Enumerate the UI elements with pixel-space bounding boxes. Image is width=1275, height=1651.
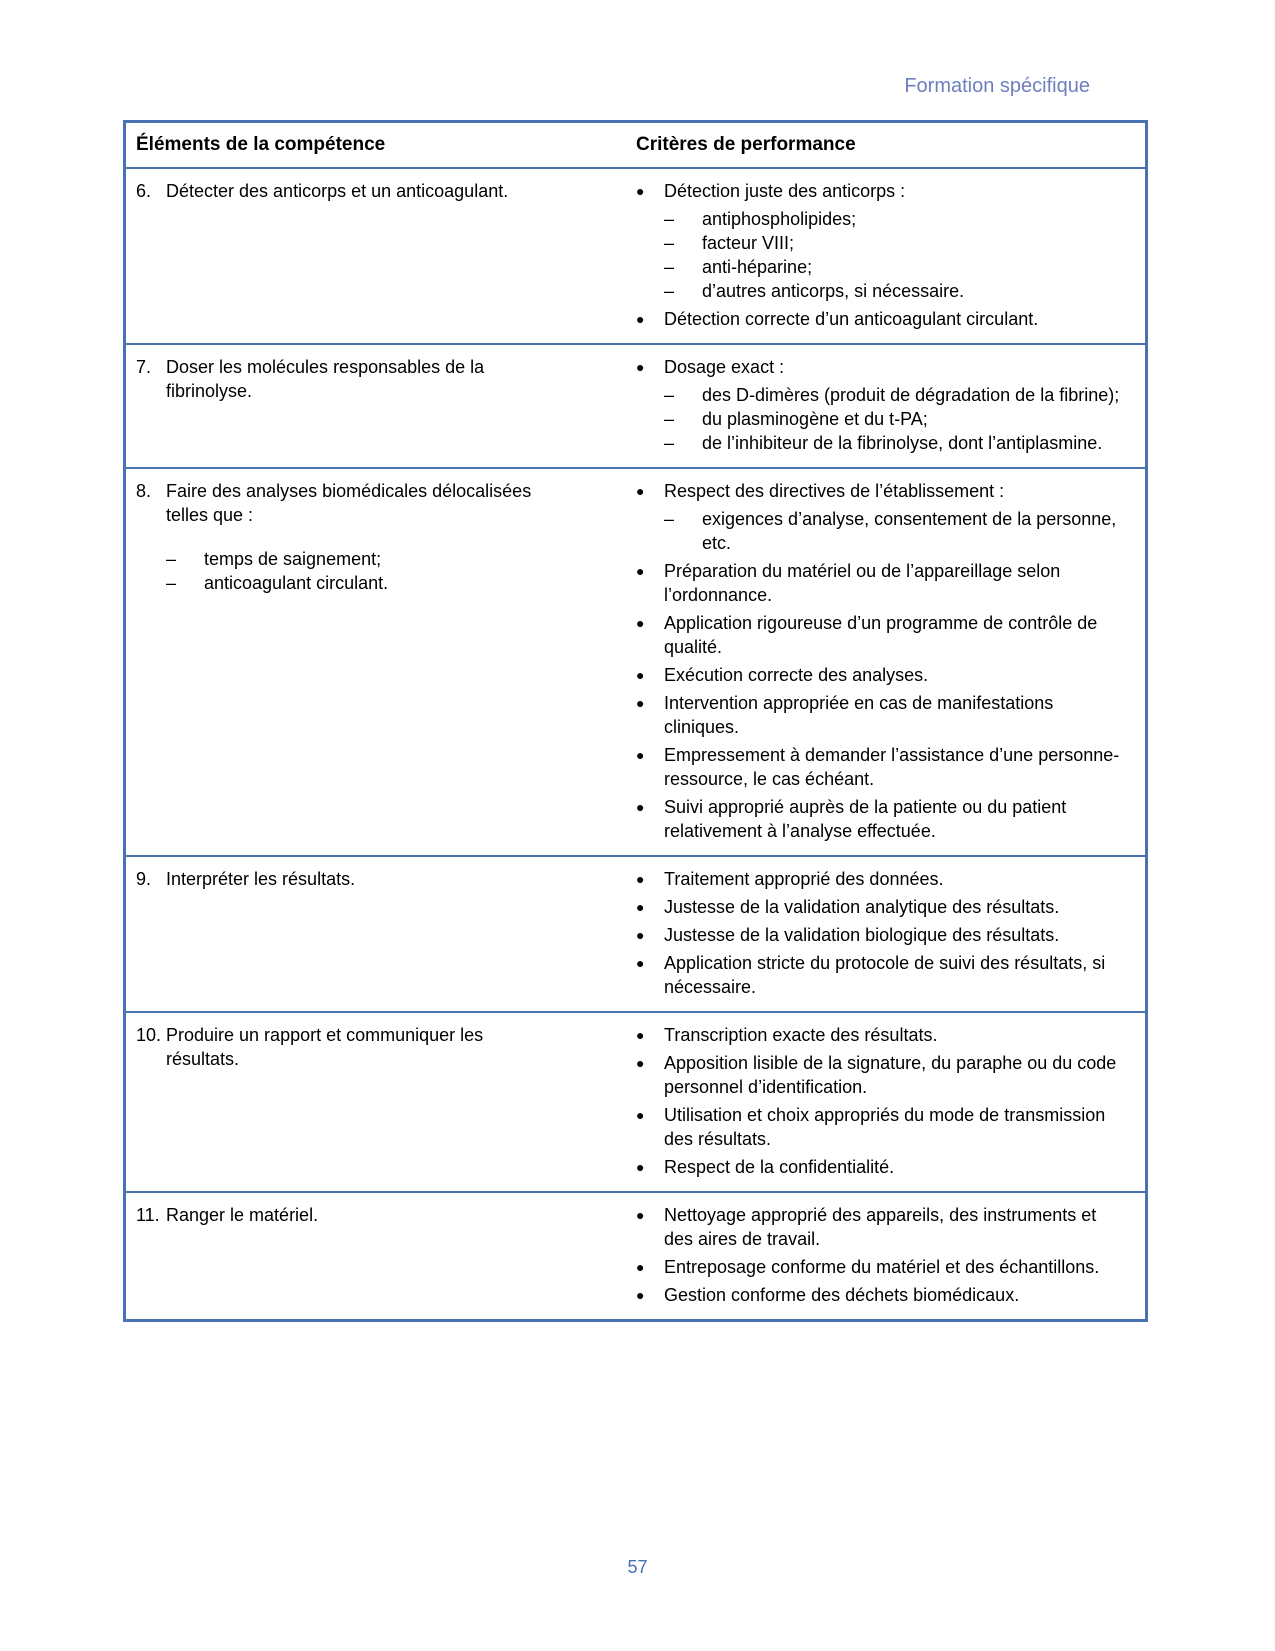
bullet-marker: ● xyxy=(636,871,645,887)
table-body xyxy=(126,167,1145,1319)
dash-marker: – xyxy=(664,385,675,405)
element-number: 8. xyxy=(136,481,152,501)
element-text: Produire un rapport et communiquer les résultats. xyxy=(166,1025,484,1069)
table-header-row xyxy=(126,123,1145,167)
criterion-item xyxy=(636,795,1141,843)
bullet-marker: ● xyxy=(636,695,645,711)
criterion-text: Intervention appropriée en cas de manifestations cliniques. xyxy=(664,693,1054,737)
criterion-sub-text: d’autres anticorps, si nécessaire. xyxy=(702,281,965,301)
bullet-marker: ● xyxy=(636,927,645,943)
element-item xyxy=(136,867,636,891)
criterion-text: Application stricte du protocole de suivi des résultats, si nécessaire. xyxy=(664,953,1106,997)
criterion-sub-item xyxy=(664,279,1141,303)
element-cell xyxy=(126,1023,636,1183)
criterion-text: Exécution correcte des analyses. xyxy=(664,665,929,685)
criterion-item xyxy=(636,743,1141,791)
element-item xyxy=(136,479,636,527)
table-row xyxy=(126,167,1145,343)
element-item xyxy=(136,1023,636,1071)
element-text: Interpréter les résultats. xyxy=(166,869,356,889)
criterion-item xyxy=(636,355,1141,379)
criterion-text: Entreposage conforme du matériel et des échantillons. xyxy=(664,1257,1100,1277)
element-text: Détecter des anticorps et un anticoagulant. xyxy=(166,181,509,201)
criteria-cell xyxy=(636,867,1141,1003)
column-header-criteria: Critères de performance xyxy=(636,134,856,155)
element-sub-list xyxy=(136,547,636,595)
bullet-marker: ● xyxy=(636,359,645,375)
criterion-text: Transcription exacte des résultats. xyxy=(664,1025,938,1045)
dash-marker: – xyxy=(664,281,675,301)
element-text: Doser les molécules responsables de la fibrinolyse. xyxy=(166,357,485,401)
criterion-item xyxy=(636,1255,1141,1279)
element-cell xyxy=(126,479,636,847)
dash-marker: – xyxy=(166,573,177,593)
bullet-marker: ● xyxy=(636,1207,645,1223)
column-header-elements: Éléments de la compétence xyxy=(136,134,386,155)
running-header: Formation spécifique xyxy=(904,75,1090,97)
element-cell xyxy=(126,1203,636,1311)
bullet-marker: ● xyxy=(636,667,645,683)
criterion-text: Nettoyage approprié des appareils, des instruments et des aires de travail. xyxy=(664,1205,1097,1249)
dash-marker: – xyxy=(664,433,675,453)
criterion-text: Traitement approprié des données. xyxy=(664,869,944,889)
element-sub-text: anticoagulant circulant. xyxy=(204,573,389,593)
element-text: Ranger le matériel. xyxy=(166,1205,319,1225)
criteria-cell xyxy=(636,1023,1141,1183)
criterion-item xyxy=(636,895,1141,919)
criterion-item xyxy=(636,1103,1141,1151)
criterion-item xyxy=(636,691,1141,739)
criterion-text: Utilisation et choix appropriés du mode de transmission des résultats. xyxy=(664,1105,1106,1149)
criterion-item xyxy=(636,1283,1141,1307)
table-row xyxy=(126,1011,1145,1191)
bullet-marker: ● xyxy=(636,183,645,199)
criterion-item xyxy=(636,611,1141,659)
criterion-text: Respect des directives de l’établissement : xyxy=(664,481,1005,501)
table-row xyxy=(126,855,1145,1011)
bullet-marker: ● xyxy=(636,899,645,915)
criterion-item xyxy=(636,923,1141,947)
bullet-marker: ● xyxy=(636,1027,645,1043)
element-cell xyxy=(126,355,636,459)
table-row xyxy=(126,343,1145,467)
criterion-sub-text: du plasminogène et du t-PA; xyxy=(702,409,928,429)
element-cell xyxy=(126,179,636,335)
element-number: 10. xyxy=(136,1025,162,1045)
criterion-text: Suivi approprié auprès de la patiente ou du patient relativement à l’analyse effectuée. xyxy=(664,797,1067,841)
element-number: 9. xyxy=(136,869,152,889)
criterion-sub-item xyxy=(664,207,1141,231)
criterion-text: Détection juste des anticorps : xyxy=(664,181,906,201)
criteria-cell xyxy=(636,355,1141,459)
criterion-sub-list xyxy=(636,507,1141,555)
criterion-item xyxy=(636,559,1141,607)
element-item xyxy=(136,1203,636,1227)
element-sub-item xyxy=(166,571,636,595)
element-sub-item xyxy=(166,547,636,571)
criterion-text: Application rigoureuse d’un programme de contrôle de qualité. xyxy=(664,613,1098,657)
criterion-text: Empressement à demander l’assistance d’une personne-ressource, le cas échéant. xyxy=(664,745,1120,789)
bullet-marker: ● xyxy=(636,799,645,815)
criteria-cell xyxy=(636,1203,1141,1311)
element-item xyxy=(136,355,636,403)
criteria-cell xyxy=(636,179,1141,335)
table-row xyxy=(126,467,1145,855)
criterion-sub-item xyxy=(664,407,1141,431)
bullet-marker: ● xyxy=(636,311,645,327)
criterion-sub-item xyxy=(664,231,1141,255)
criterion-sub-text: exigences d’analyse, consentement de la personne, etc. xyxy=(702,509,1117,553)
criterion-text: Justesse de la validation biologique des résultats. xyxy=(664,925,1060,945)
element-sub-text: temps de saignement; xyxy=(204,549,382,569)
criterion-item xyxy=(636,1023,1141,1047)
criterion-sub-list xyxy=(636,207,1141,303)
bullet-marker: ● xyxy=(636,615,645,631)
element-text: Faire des analyses biomédicales délocalisées telles que : xyxy=(166,481,532,525)
dash-marker: – xyxy=(664,409,675,429)
criterion-text: Gestion conforme des déchets biomédicaux. xyxy=(664,1285,1020,1305)
criterion-sub-item xyxy=(664,431,1141,455)
bullet-marker: ● xyxy=(636,747,645,763)
table-row xyxy=(126,1191,1145,1319)
criterion-item xyxy=(636,307,1141,331)
criterion-item xyxy=(636,1155,1141,1179)
element-item xyxy=(136,179,636,203)
bullet-marker: ● xyxy=(636,483,645,499)
criterion-item xyxy=(636,951,1141,999)
dash-marker: – xyxy=(166,549,177,569)
bullet-marker: ● xyxy=(636,1107,645,1123)
element-number: 6. xyxy=(136,181,152,201)
criterion-text: Détection correcte d’un anticoagulant circulant. xyxy=(664,309,1039,329)
dash-marker: – xyxy=(664,209,675,229)
criterion-item xyxy=(636,1203,1141,1251)
criterion-sub-item xyxy=(664,383,1141,407)
dash-marker: – xyxy=(664,233,675,253)
bullet-marker: ● xyxy=(636,1287,645,1303)
criterion-item xyxy=(636,479,1141,503)
criterion-sub-text: de l’inhibiteur de la fibrinolyse, dont l’antiplasmine. xyxy=(702,433,1103,453)
bullet-marker: ● xyxy=(636,1259,645,1275)
bullet-marker: ● xyxy=(636,955,645,971)
bullet-marker: ● xyxy=(636,1159,645,1175)
bullet-marker: ● xyxy=(636,563,645,579)
criterion-item xyxy=(636,179,1141,203)
competence-table xyxy=(123,120,1148,1322)
element-cell xyxy=(126,867,636,1003)
criterion-item xyxy=(636,867,1141,891)
criterion-sub-list xyxy=(636,383,1141,455)
criterion-text: Préparation du matériel ou de l’appareillage selon l’ordonnance. xyxy=(664,561,1061,605)
criterion-sub-item xyxy=(664,507,1141,555)
dash-marker: – xyxy=(664,509,675,529)
page-number: 57 xyxy=(627,1557,648,1577)
criterion-sub-text: anti-héparine; xyxy=(702,257,813,277)
bullet-marker: ● xyxy=(636,1055,645,1071)
element-number: 7. xyxy=(136,357,152,377)
criterion-item xyxy=(636,663,1141,687)
criterion-item xyxy=(636,1051,1141,1099)
criterion-sub-text: des D-dimères (produit de dégradation de la fibrine); xyxy=(702,385,1120,405)
criterion-sub-item xyxy=(664,255,1141,279)
dash-marker: – xyxy=(664,257,675,277)
element-number: 11. xyxy=(136,1205,160,1225)
criterion-sub-text: facteur VIII; xyxy=(702,233,795,253)
criterion-text: Apposition lisible de la signature, du paraphe ou du code personnel d’identification. xyxy=(664,1053,1117,1097)
criterion-text: Dosage exact : xyxy=(664,357,785,377)
criterion-sub-text: antiphospholipides; xyxy=(702,209,857,229)
criterion-text: Respect de la confidentialité. xyxy=(664,1157,895,1177)
criteria-cell xyxy=(636,479,1141,847)
criterion-text: Justesse de la validation analytique des résultats. xyxy=(664,897,1060,917)
